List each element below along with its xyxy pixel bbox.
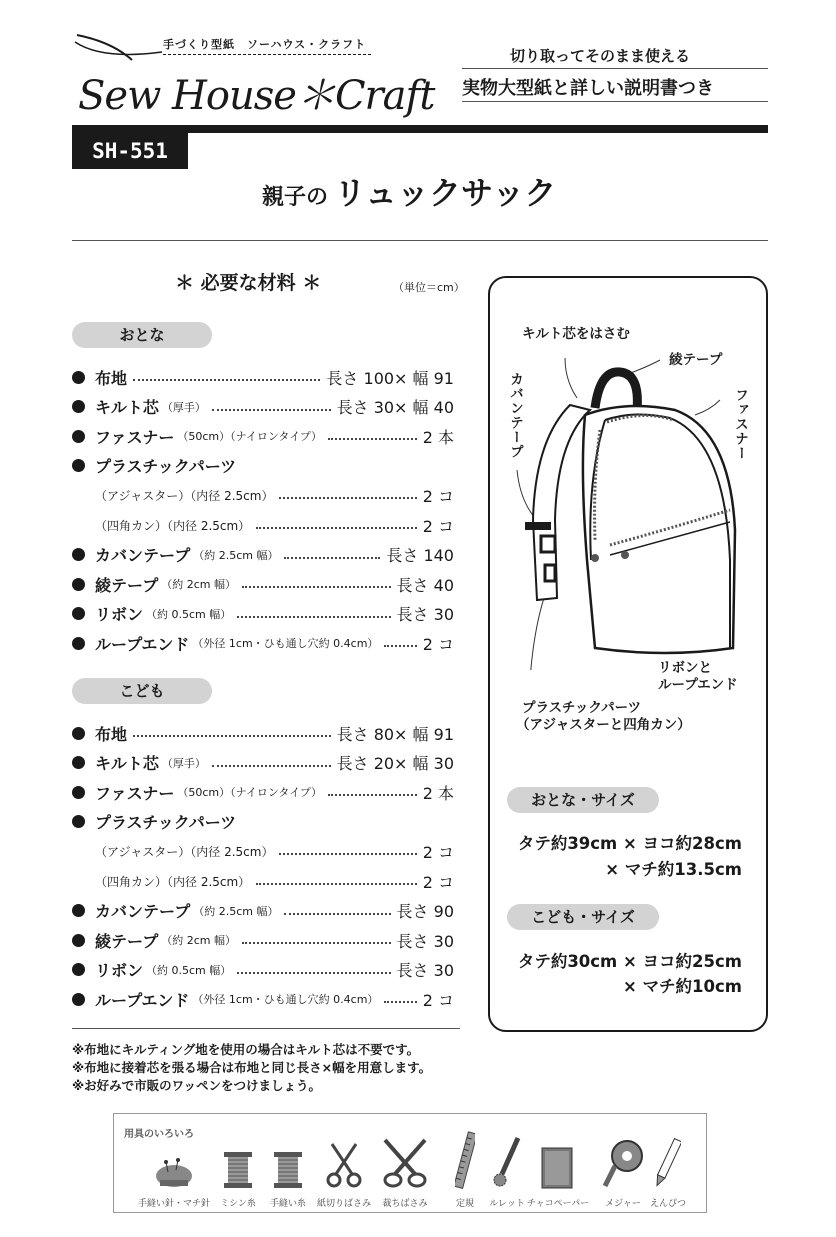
- material-note: （約 0.5cm 幅）: [146, 963, 232, 977]
- material-name: プラスチックパーツ: [95, 457, 237, 477]
- dot-leader: [256, 527, 417, 529]
- dot-leader: [256, 883, 417, 885]
- material-note: （厚手）: [161, 756, 206, 770]
- child-size-label: こども・サイズ: [507, 904, 659, 930]
- material-row: [95, 838, 454, 864]
- material-qty: 2 コ: [422, 872, 454, 892]
- note-1: ※布地にキルティング地を使用の場合はキルト芯は不要です。: [72, 1042, 420, 1057]
- material-row: [72, 720, 454, 746]
- dot-leader: [384, 645, 416, 647]
- material-row: [72, 957, 454, 983]
- material-note: （約 2cm 幅）: [161, 934, 236, 948]
- bullet-icon: [72, 904, 85, 917]
- dot-leader: [279, 853, 416, 855]
- header-right-line2: 実物大型紙と詳しい説明書つき: [462, 78, 714, 99]
- material-row: [72, 898, 454, 924]
- bullet-icon: [72, 786, 85, 799]
- note-3: ※お好みで市販のワッペンをつけましょう。: [72, 1078, 322, 1093]
- material-qty: 2 コ: [422, 486, 454, 506]
- material-row: [95, 512, 454, 538]
- material-name: キルト芯: [95, 754, 159, 774]
- material-name: （四角カン）（内径 2.5cm）: [95, 874, 251, 889]
- tool-label: チャコペーパー: [526, 1199, 590, 1209]
- dot-leader: [279, 497, 416, 499]
- dot-leader: [133, 735, 331, 737]
- title-rule: [72, 240, 768, 241]
- material-row: [72, 779, 454, 805]
- material-qty: 長さ 20× 幅 30: [336, 754, 454, 774]
- dot-leader: [212, 765, 331, 767]
- header-right-line1: 切り取ってそのまま使える: [510, 47, 691, 65]
- material-note: （約 2.5cm 幅）: [193, 904, 279, 918]
- label-kaban-tape: カバンテープ: [507, 372, 523, 459]
- material-qty: 長さ 80× 幅 91: [336, 724, 454, 744]
- child-size-line2: × マチ約10cm: [622, 977, 742, 996]
- materials-heading: ＊ 必要な材料 ＊: [175, 272, 322, 294]
- tool-label: 手縫い糸: [269, 1199, 306, 1209]
- material-note: （外径 1cm・ひも通し穴約 0.4cm）: [192, 993, 379, 1007]
- material-qty: 長さ 30: [396, 961, 454, 981]
- child-label: こども: [72, 678, 212, 704]
- material-qty: 長さ 40: [396, 575, 454, 595]
- material-row: [72, 453, 454, 479]
- label-ribbon-1: リボンと: [658, 660, 712, 676]
- material-note: （50cm）（ナイロンタイプ）: [177, 786, 322, 800]
- header-right-rule: [462, 68, 768, 69]
- material-row: [72, 601, 454, 627]
- tools-row: [118, 1124, 700, 1208]
- adult-label: おとな: [72, 322, 212, 348]
- bullet-icon: [72, 578, 85, 591]
- material-qty: 長さ 90: [396, 902, 454, 922]
- bullet-icon: [72, 607, 85, 620]
- material-qty: 2 コ: [422, 842, 454, 862]
- tool-label: 定規: [455, 1199, 474, 1209]
- material-note: （約 2.5cm 幅）: [193, 548, 279, 562]
- bullet-icon: [72, 815, 85, 828]
- dot-leader: [284, 913, 390, 915]
- label-plastic-2: （アジャスターと四角カン）: [516, 717, 691, 733]
- bullet-icon: [72, 548, 85, 561]
- material-name: リボン: [95, 961, 144, 981]
- header-bar: [72, 125, 768, 133]
- material-note: （外径 1cm・ひも通し穴約 0.4cm）: [192, 637, 379, 651]
- dot-leader: [242, 586, 391, 588]
- label-quilt: キルト芯をはさむ: [522, 326, 630, 342]
- adult-size-label: おとな・サイズ: [507, 787, 659, 813]
- pencil-icon: [628, 1138, 708, 1190]
- tool-label: えんぴつ: [649, 1199, 686, 1209]
- tool-label: 紙切りばさみ: [316, 1199, 371, 1209]
- material-note: （厚手）: [161, 400, 206, 414]
- material-qty: 2 本: [422, 427, 454, 447]
- material-name: （四角カン）（内径 2.5cm）: [95, 518, 251, 533]
- material-row: [72, 423, 454, 449]
- material-name: 布地: [95, 368, 128, 388]
- material-name: ループエンド: [95, 634, 190, 654]
- adult-size-line2: × マチ約13.5cm: [605, 860, 742, 879]
- backpack-illustration: [495, 330, 760, 670]
- label-ayatape: 綾テープ: [669, 352, 723, 368]
- tool-label: ルレット: [489, 1199, 525, 1209]
- tool-label: ミシン糸: [220, 1199, 256, 1209]
- material-qty: 2 コ: [422, 990, 454, 1010]
- bullet-icon: [72, 637, 85, 650]
- label-plastic-1: プラスチックパーツ: [522, 700, 642, 716]
- bullet-icon: [72, 430, 85, 443]
- material-name: カバンテープ: [95, 902, 191, 922]
- bullet-icon: [72, 993, 85, 1006]
- material-name: （アジャスター）（内径 2.5cm）: [95, 488, 274, 503]
- material-qty: 長さ 30× 幅 40: [336, 398, 454, 418]
- dot-leader: [328, 438, 417, 440]
- material-qty: 2 本: [422, 783, 454, 803]
- material-qty: 2 コ: [422, 516, 454, 536]
- material-qty: 長さ 30: [396, 605, 454, 625]
- notes-rule: [72, 1028, 460, 1029]
- dot-leader: [328, 794, 417, 796]
- material-name: プラスチックパーツ: [95, 813, 237, 833]
- product-code: SH-551: [72, 133, 188, 169]
- material-name: キルト芯: [95, 398, 159, 418]
- tools-title: 用具のいろいろ: [124, 1129, 194, 1140]
- material-name: 綾テープ: [95, 575, 159, 595]
- material-name: カバンテープ: [95, 546, 191, 566]
- material-row: [72, 542, 454, 568]
- material-note: （約 2cm 幅）: [161, 578, 236, 592]
- child-size-line1: タテ約30cm × ヨコ約25cm: [517, 952, 742, 971]
- material-row: [72, 927, 454, 953]
- material-row: [95, 868, 454, 894]
- material-name: ループエンド: [95, 990, 190, 1010]
- material-row: [72, 986, 454, 1012]
- dot-leader: [237, 616, 390, 618]
- label-ribbon-2: ループエンド: [658, 677, 738, 693]
- header-right-rule2: [462, 101, 768, 102]
- tool-item: [628, 1138, 708, 1209]
- dot-leader: [284, 557, 380, 559]
- material-note: （50cm）（ナイロンタイプ）: [177, 430, 322, 444]
- material-qty: 長さ 30: [396, 931, 454, 951]
- dot-leader: [384, 1001, 416, 1003]
- note-2: ※布地に接着芯を張る場合は布地と同じ長さ×幅を用意します。: [72, 1060, 432, 1075]
- material-qty: 長さ 100× 幅 91: [326, 368, 454, 388]
- bullet-icon: [72, 400, 85, 413]
- label-fastener: ファスナー: [732, 388, 748, 461]
- tool-label: 裁ちばさみ: [382, 1199, 428, 1209]
- material-name: 布地: [95, 724, 128, 744]
- bullet-icon: [72, 371, 85, 384]
- material-row: [72, 750, 454, 776]
- dot-leader: [242, 942, 391, 944]
- tool-label: 手縫い針・マチ針: [137, 1199, 210, 1209]
- material-name: ファスナー: [95, 427, 175, 447]
- title-main: リュックサック: [334, 174, 557, 212]
- tool-label: メジャー: [605, 1199, 641, 1209]
- adult-size-line1: タテ約39cm × ヨコ約28cm: [517, 834, 742, 853]
- bullet-icon: [72, 934, 85, 947]
- material-row: [72, 571, 454, 597]
- dot-leader: [133, 379, 320, 381]
- brand-logo: Sew House＊Craft: [78, 73, 435, 119]
- bullet-icon: [72, 756, 85, 769]
- material-name: リボン: [95, 605, 144, 625]
- material-row: [72, 630, 454, 656]
- brand-tagline: 手づくり型紙 ソーハウス・クラフト: [163, 38, 367, 51]
- material-row: [72, 809, 454, 835]
- material-qty: 2 コ: [422, 634, 454, 654]
- dot-leader: [212, 409, 331, 411]
- material-note: （約 0.5cm 幅）: [146, 607, 232, 621]
- material-name: （アジャスター）（内径 2.5cm）: [95, 844, 274, 859]
- tagline-dash: [163, 54, 371, 55]
- title-prefix: 親子の: [262, 185, 329, 210]
- material-name: 綾テープ: [95, 931, 159, 951]
- bullet-icon: [72, 963, 85, 976]
- dot-leader: [237, 972, 390, 974]
- material-qty: 長さ 140: [386, 546, 454, 566]
- material-row: [95, 482, 454, 508]
- page-title: [262, 168, 556, 214]
- material-row: [72, 394, 454, 420]
- bullet-icon: [72, 727, 85, 740]
- material-row: [72, 364, 454, 390]
- bullet-icon: [72, 459, 85, 472]
- unit-note: （単位＝cm）: [393, 281, 465, 294]
- material-name: ファスナー: [95, 783, 175, 803]
